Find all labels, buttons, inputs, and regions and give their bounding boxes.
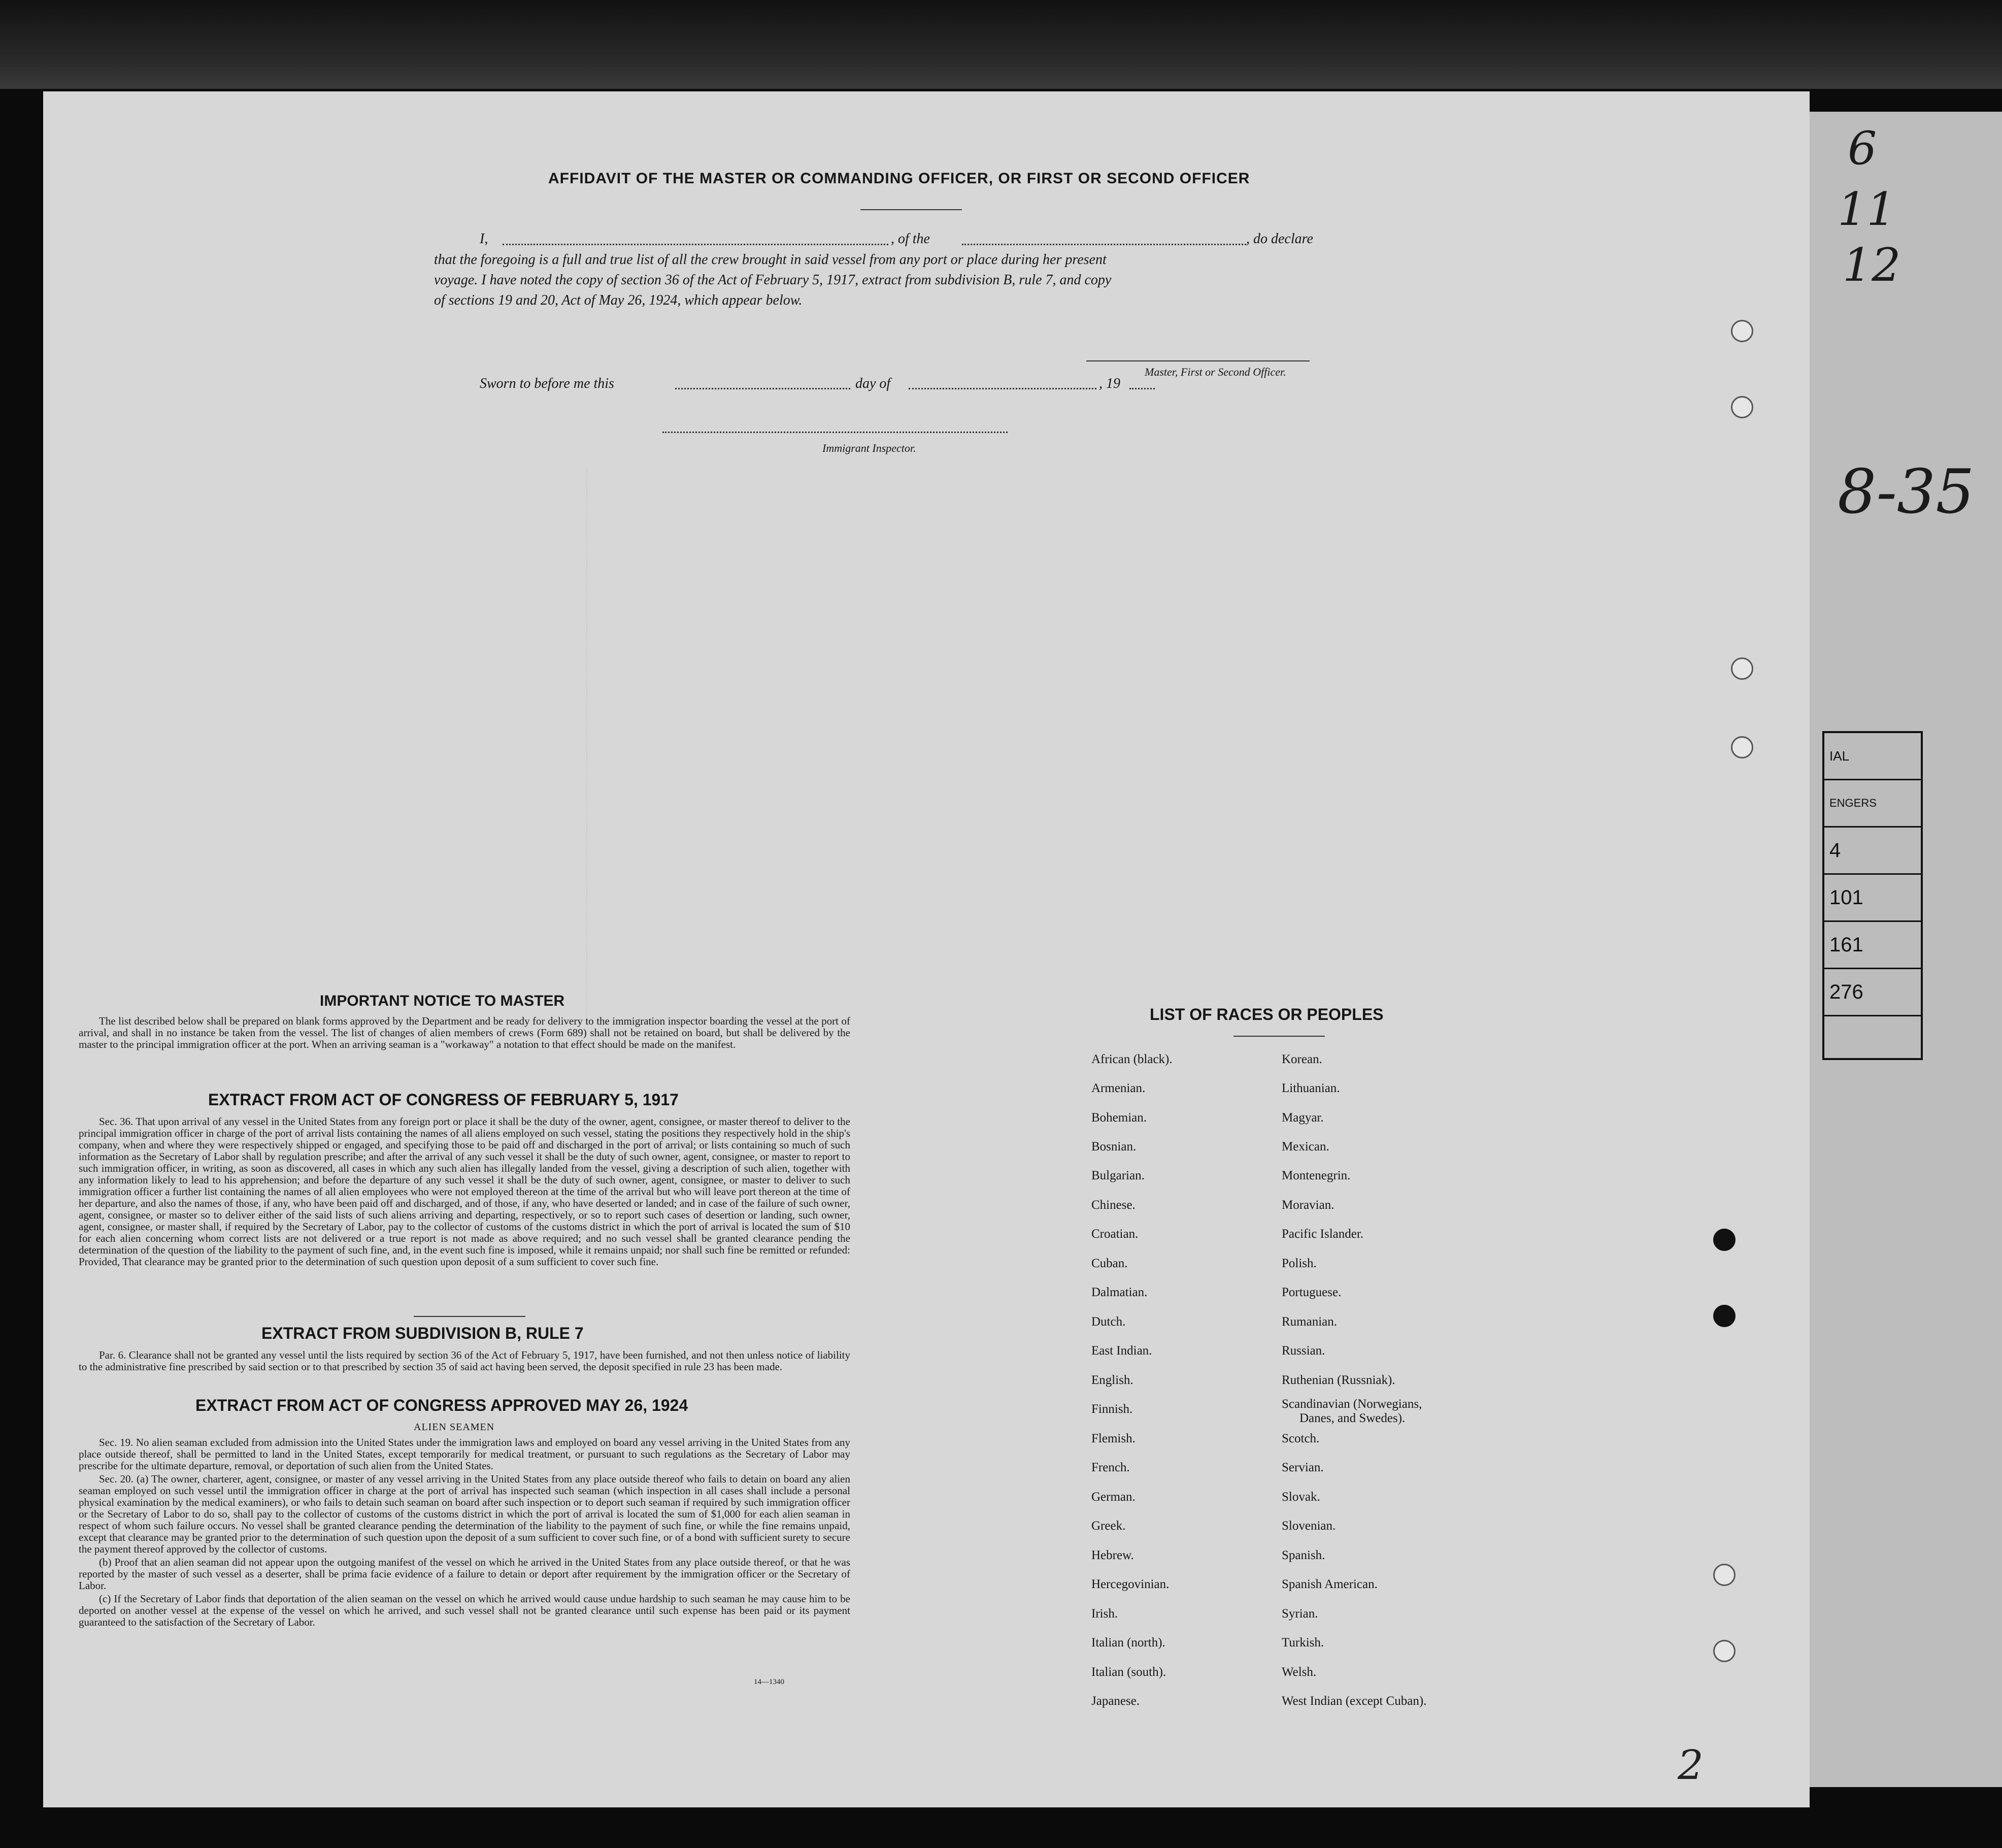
race-right-item: Turkish. [1282, 1636, 1324, 1649]
race-right-item: Mexican. [1282, 1140, 1329, 1153]
race-right-item: Slovak. [1282, 1490, 1320, 1504]
race-left-item: Irish. [1091, 1607, 1118, 1621]
races-underline [1233, 1036, 1325, 1037]
affidavit-title: AFFIDAVIT OF THE MASTER OR COMMANDING OFFICER, OR FIRST OR SECOND OFFICER [548, 170, 1250, 187]
race-right-item: Scotch. [1282, 1432, 1320, 1445]
handwritten-page-mark: 2 [1678, 1741, 1704, 1789]
race-left-item: Japanese. [1091, 1694, 1140, 1708]
race-right-item: Korean. [1282, 1052, 1322, 1066]
sworn-text: Sworn to before me this [480, 376, 614, 391]
subdivision-title: EXTRACT FROM SUBDIVISION B, RULE 7 [261, 1324, 584, 1342]
sworn-month-blank [909, 377, 1096, 389]
race-right-item: Welsh. [1282, 1665, 1317, 1679]
notice-title: IMPORTANT NOTICE TO MASTER [320, 993, 565, 1009]
affidavit-page [43, 91, 1810, 1807]
affidavit-line1-i: I, [480, 231, 488, 247]
side-box-v2: 101 [1824, 875, 1921, 922]
form-number: 14—1340 [754, 1678, 784, 1686]
race-right-item: Russian. [1282, 1344, 1325, 1358]
race-left-item: Croatian. [1091, 1227, 1139, 1241]
race-right-item: Pacific Islander. [1282, 1227, 1364, 1241]
race-left-item: Chinese. [1091, 1198, 1136, 1212]
binder-hole [1731, 320, 1753, 342]
extract-1924-title: EXTRACT FROM ACT OF CONGRESS APPROVED MAY 26, 1924 [195, 1396, 688, 1414]
race-right-item: Spanish American. [1282, 1577, 1378, 1591]
binder-hole [1713, 1640, 1736, 1662]
race-left-item: Dalmatian. [1091, 1285, 1148, 1299]
race-left-item: Bohemian. [1091, 1111, 1147, 1125]
race-left-item: Dutch. [1091, 1315, 1126, 1329]
scan-background [0, 0, 2002, 89]
race-right-item: Polish. [1282, 1257, 1317, 1270]
extract-1924-body [79, 1437, 850, 1630]
side-box-v3: 161 [1824, 922, 1921, 969]
race-left-item: African (black). [1091, 1052, 1173, 1066]
binder-hole [1731, 657, 1753, 680]
race-left-item: Hebrew. [1091, 1548, 1134, 1562]
affidavit-line1-of-the: , of the [891, 231, 930, 247]
race-right-item: Slovenian. [1282, 1519, 1336, 1533]
side-box-v1: 4 [1824, 828, 1921, 875]
race-right-item: Ruthenian (Russniak). [1282, 1373, 1395, 1387]
affidavit-line2: that the foregoing is a full and true list of all the crew brought in said vessel from any port or place during her present [434, 252, 1107, 268]
section-36-text: Sec. 36. That upon arrival of any vessel in the United States from any foreign port or place it shall be the duty of the owner, agent, consignee, or master thereof to deliver to the principal immigration officer in charge of the port of arrival lists containing the names of all aliens employed on such vessel, stating the positions they respectively hold in the ship's company, when and where they were respectively shipped or engaged, and specifying those to be paid off and discharged in the port of arrival; or lists containing so much of such information as the Secretary of Labor shall by regulation prescribe; and after the arrival of any such vessel it shall be the duty of such owner, agent, consignee, or master to report to such immigration officer, in writing, as soon as discovered, all cases in which any such alien has illegally landed from the vessel, giving a description of such alien, together with any information likely to lead to his apprehension; and before the departure of any such vessel it shall be the duty of such owner, agent, consignee, or master to deliver to such immigration officer a further list containing the names of all alien employees who were not employed thereon at the time of the arrival but who will leave port thereon at the time of her departure, and also the names of those, if any, who have been paid off and discharged, and of those, if any, who have deserted or landed; and in case of the failure of such owner, agent, consignee, or master so to deliver either of the said lists of such aliens arriving and departing, respectively, or so to report such cases of desertion or landing, such owner, agent, consignee, or master shall, if required by the Secretary of Labor, pay to the collector of customs of the customs district in which the port of arrival is located the sum of $10 for each alien concerning whom correct lists are not delivered or a true report is not made as above required; and no such vessel shall be granted clearance pending the determination of the question of the liability to the payment of such fine, and, in the event such fine is imposed, while it remains unpaid; nor shall such fine be remitted or refunded: Provided, That clearance may be granted prior to the determination of such question upon deposit of a sum sufficient to cover such fine. [79, 1115, 850, 1268]
races-title: LIST OF RACES OR PEOPLES [1150, 1005, 1384, 1024]
side-box-head1: IAL [1824, 733, 1921, 780]
race-left-item: French. [1091, 1461, 1130, 1474]
divider-1 [414, 1316, 525, 1317]
affidavit-line4: of sections 19 and 20, Act of May 26, 1924, which appear below. [434, 292, 803, 308]
section-20a-text: Sec. 20. (a) The owner, charterer, agent, consignee, or master of any vessel arriving in the United States from any place outside thereof who fails to detain on board any alien seaman employed on such vessel until the immigration officer in charge at the port of arrival has inspected such seaman (which inspection in all cases shall include a personal physical examination by the medical examiners), or who fails to detain such seaman on board after such inspection or to deport such seaman if required by such immigration officer or the Secretary of Labor to do so, shall pay to the collector of customs of the customs district in which the port of arrival is located the sum of $1,000 for each alien seaman in respect of whom such failure occurs. No vessel shall be granted clearance pending the determination of the liability to the payment of such fine, or while the fine remains unpaid, except that clearance may be granted prior to the determination of such question upon the deposit of a sum sufficient to cover such fine, or of a bond with sufficient surety to secure the payment thereof approved by the collector of customs. [79, 1473, 850, 1555]
binder-hole [1713, 1564, 1736, 1586]
margin-mark-6: 6 [1848, 122, 1877, 175]
inspector-label: Immigrant Inspector. [822, 442, 916, 454]
side-box-v4: 276 [1824, 969, 1921, 1016]
race-left-item: German. [1091, 1490, 1136, 1504]
race-left-item: Italian (south). [1091, 1665, 1166, 1679]
sworn-year-blank [1129, 377, 1155, 389]
race-right-item: Danes, and Swedes). [1299, 1411, 1406, 1425]
race-left-item: Bulgarian. [1091, 1169, 1145, 1182]
race-right-item: West Indian (except Cuban). [1282, 1694, 1427, 1708]
side-box-blank [1824, 1016, 1921, 1062]
race-right-item: Portuguese. [1282, 1285, 1342, 1299]
affidavit-line3: voyage. I have noted the copy of section 36 of the Act of February 5, 1917, extract from subdivision B, rule 7, and copy [434, 272, 1112, 288]
bleed-through-marks [586, 467, 1450, 1026]
race-right-item: Scandinavian (Norwegians, [1282, 1397, 1422, 1411]
affidavit-line1-declare: , do declare [1246, 231, 1313, 247]
race-right-item: Spanish. [1282, 1548, 1325, 1562]
binder-hole [1713, 1305, 1736, 1327]
sworn-day-blank [675, 377, 850, 389]
race-right-item: Servian. [1282, 1461, 1324, 1474]
section-20c-text: (c) If the Secretary of Labor finds that deportation of the alien seaman on the vessel on which he arrived would cause undue hardship to such seaman he may cause him to be deported on another vessel at the expense of the vessel on which he arrived, and such vessel shall not be granted clearance until such expense has been paid or its payment guaranteed to the satisfaction of the Secretary of Labor. [79, 1593, 850, 1628]
alien-seamen-subtitle: ALIEN SEAMEN [414, 1422, 495, 1433]
sworn-day-of: day of [855, 376, 891, 391]
side-box-head2: ENGERS [1824, 780, 1921, 828]
section-19-text: Sec. 19. No alien seaman excluded from admission into the United States under the immigration laws and employed on board any vessel arriving in the United States from any place outside thereof, shall be permitted to land in the United States, except temporarily for medical treatment, or pursuant to such regulations as the Secretary of Labor may prescribe for the ultimate departure, removal, or deportation of such alien from the United States. [79, 1436, 850, 1472]
race-right-item: Magyar. [1282, 1111, 1324, 1125]
race-left-item: Italian (north). [1091, 1636, 1165, 1649]
race-right-item: Lithuanian. [1282, 1081, 1340, 1095]
margin-mark-11: 11 [1838, 183, 1896, 236]
title-underline [860, 209, 962, 210]
binder-hole [1731, 396, 1753, 418]
race-left-item: Greek. [1091, 1519, 1126, 1533]
race-left-item: English. [1091, 1373, 1133, 1387]
signature-label: Master, First or Second Officer. [1145, 366, 1286, 378]
race-left-item: Cuban. [1091, 1257, 1128, 1270]
subdivision-body [79, 1349, 850, 1374]
race-left-item: Flemish. [1091, 1432, 1136, 1445]
notice-text: The list described below shall be prepared on blank forms approved by the Department and be ready for delivery to the immigration inspector boarding the vessel at the port of arrival, and shall in no instance be taken from the vessel. The list of changes of alien members of crews (Form 689) shall not be retained on board, but shall be delivered by the master to the principal immigration officer at the port. When an arriving seaman is a "workaway" a notation to that effect should be made on the manifest. [79, 1015, 850, 1050]
rule-7-text: Par. 6. Clearance shall not be granted any vessel until the lists required by section 36 of the Act of February 5, 1917, have been furnished, and not then unless notice of liability to the administrative fine prescribed by said section or to that prescribed by section 35 of said act having been served, the deposit specified in rule 23 has been made. [79, 1349, 850, 1373]
vessel-blank [962, 232, 1246, 245]
signature-line [1086, 360, 1310, 361]
side-tally-box [1822, 731, 1923, 1060]
race-right-item: Rumanian. [1282, 1315, 1338, 1329]
race-left-item: Bosnian. [1091, 1140, 1137, 1153]
section-20b-text: (b) Proof that an alien seaman did not appear upon the outgoing manifest of the vessel on which he arrived in the United States from any place outside thereof, or that he was reported by the master of such vessel as a deserter, shall be prima facie evidence of a failure to detain or deport after requirement by the immigration officer or the Secretary of Labor. [79, 1556, 850, 1592]
notice-body [79, 1015, 850, 1052]
race-right-item: Montenegrin. [1282, 1169, 1351, 1182]
race-right-item: Moravian. [1282, 1198, 1334, 1212]
margin-mark-12: 12 [1843, 239, 1901, 292]
extract-1917-body [79, 1116, 850, 1269]
inspector-line [662, 420, 1008, 433]
race-right-item: Syrian. [1282, 1607, 1318, 1621]
race-left-item: East Indian. [1091, 1344, 1152, 1358]
margin-mark-8-35: 8-35 [1838, 457, 1975, 527]
race-left-item: Armenian. [1091, 1081, 1146, 1095]
race-left-item: Hercegovinian. [1091, 1577, 1170, 1591]
extract-1917-title: EXTRACT FROM ACT OF CONGRESS OF FEBRUARY 5, 1917 [208, 1091, 679, 1109]
binder-hole [1731, 736, 1753, 758]
name-blank [503, 232, 888, 245]
binder-hole [1713, 1229, 1736, 1251]
race-left-item: Finnish. [1091, 1402, 1133, 1416]
sworn-year-prefix: , 19 [1099, 376, 1120, 391]
